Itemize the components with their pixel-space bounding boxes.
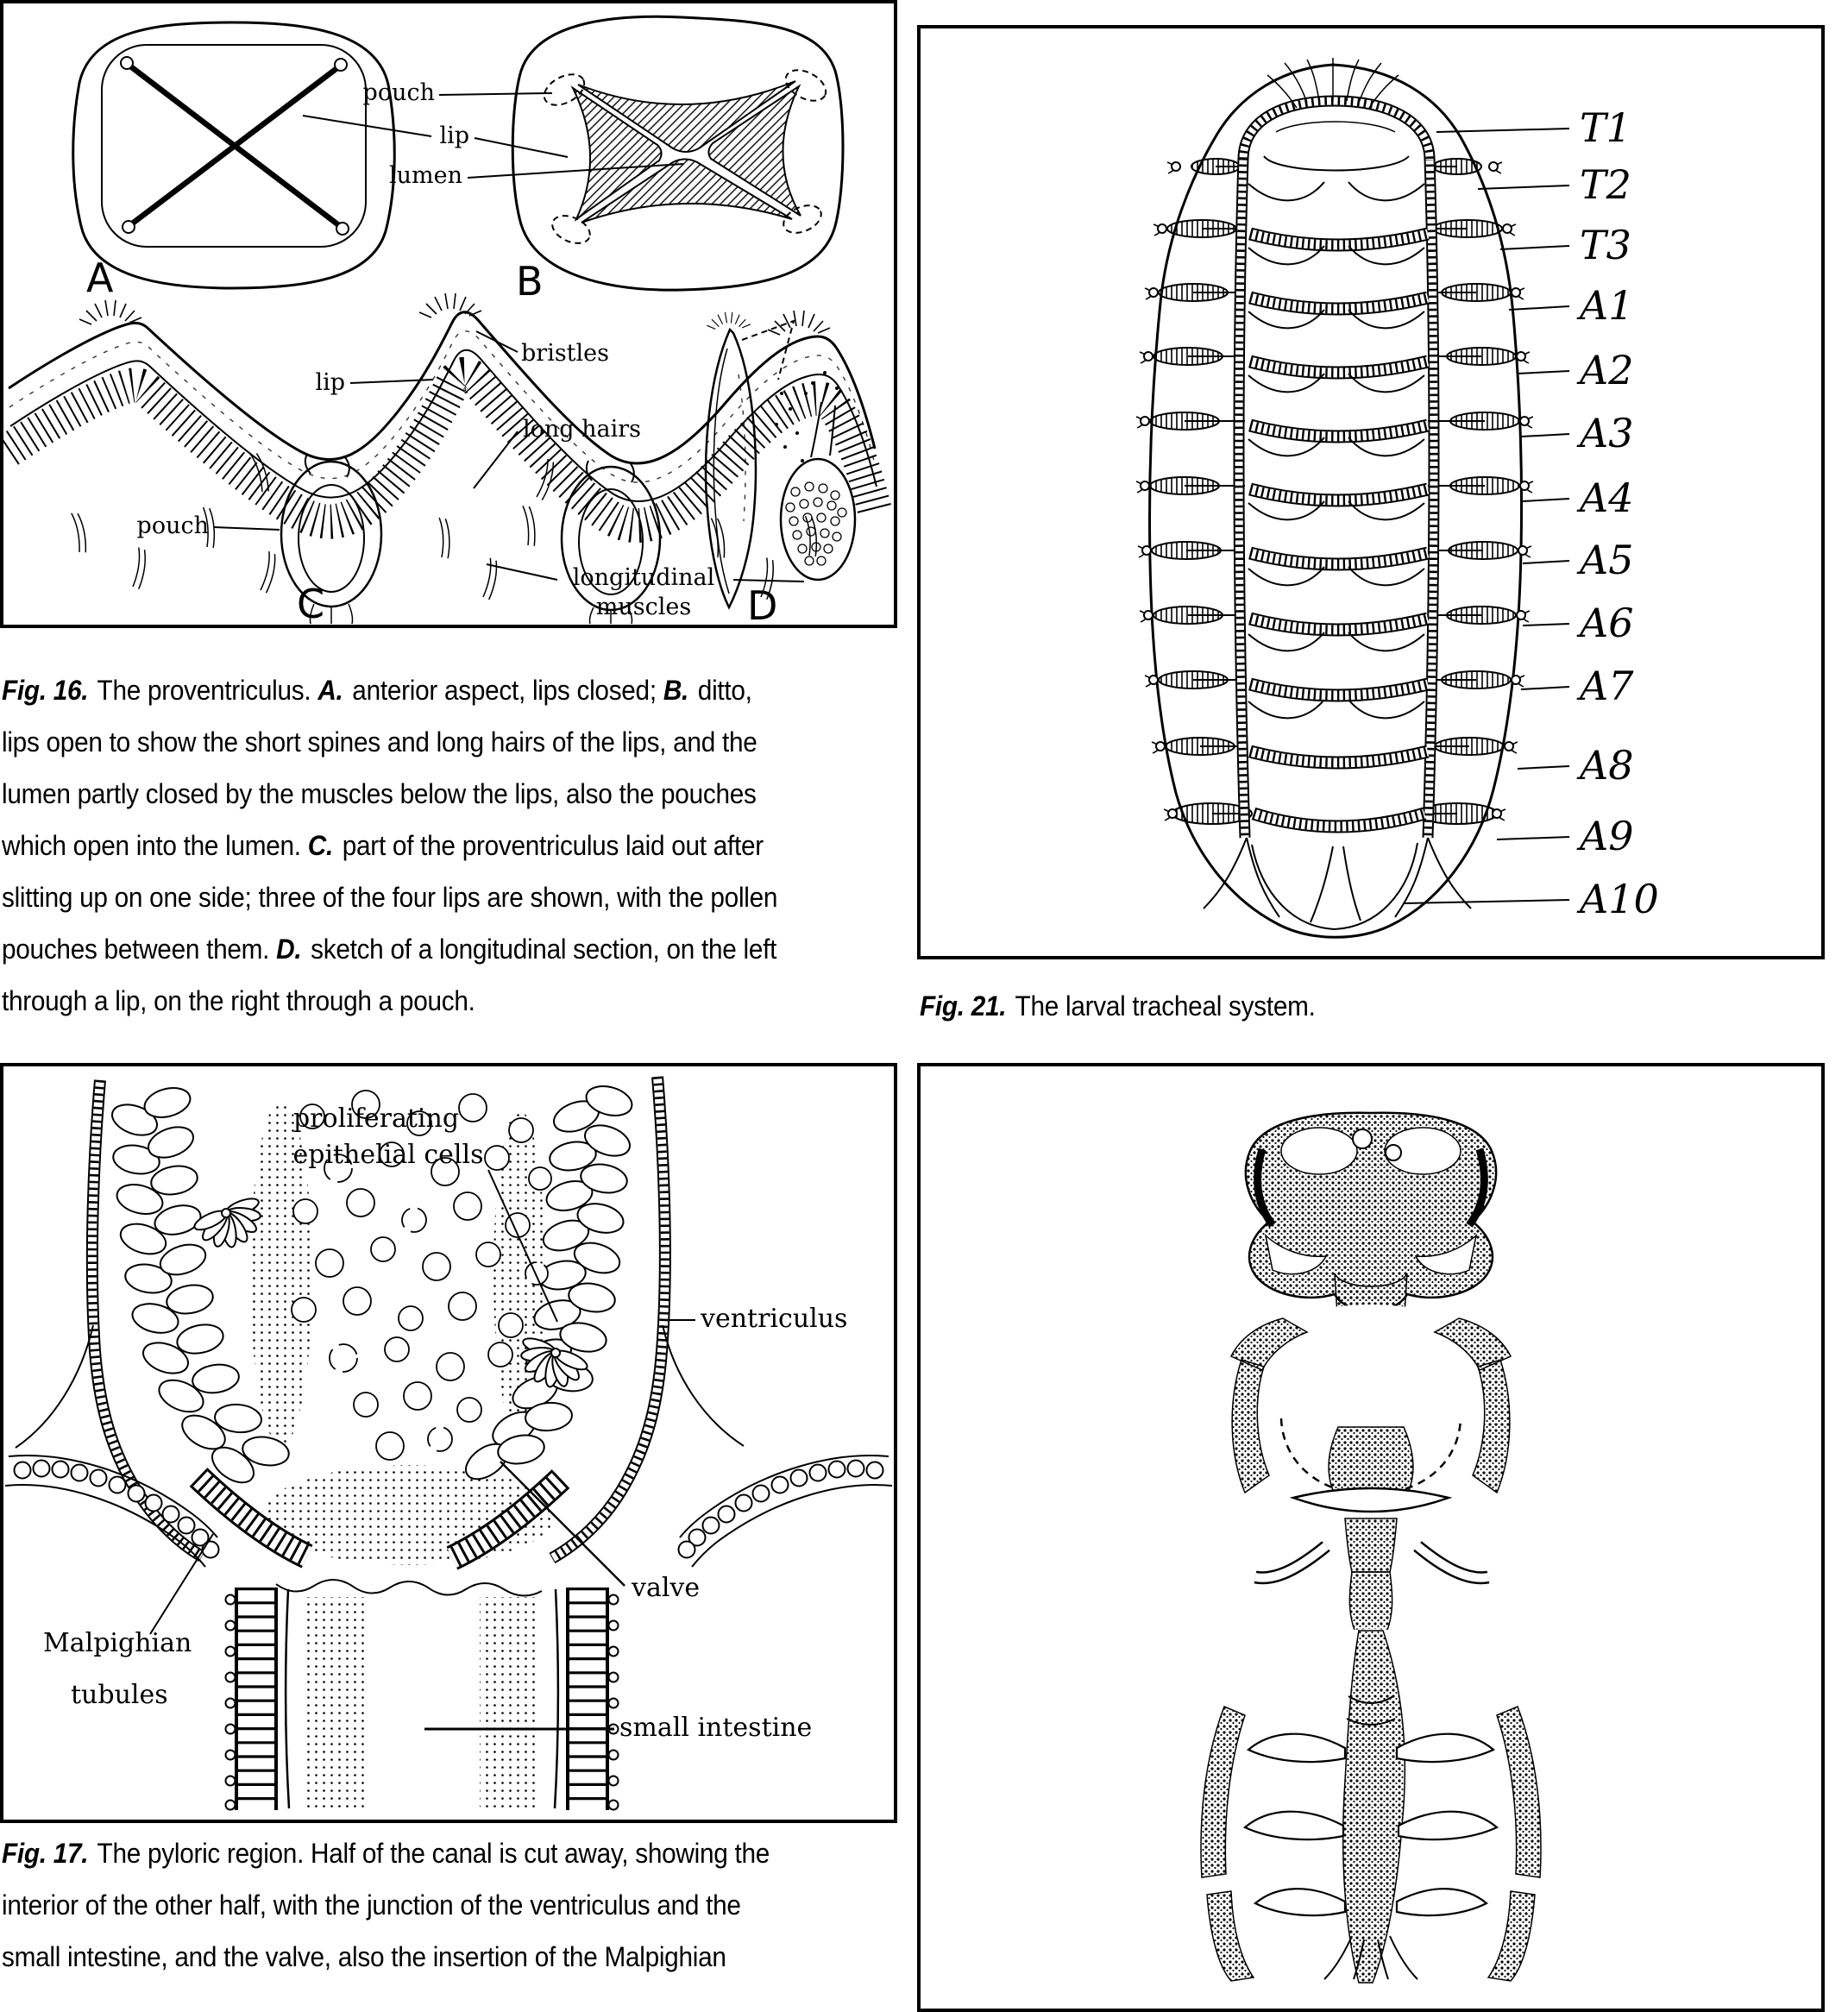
panel-letter-a: A bbox=[86, 255, 114, 301]
label-pouch-ab: pouch bbox=[362, 79, 435, 106]
caption-line: Fig. 21. The larval tracheal system. bbox=[920, 990, 1316, 1022]
caption-fig21 bbox=[920, 980, 1834, 1032]
label-a9: A9 bbox=[1580, 813, 1634, 859]
epithelium-cells-right bbox=[460, 1082, 636, 1487]
stipple-intestine-left bbox=[307, 1597, 364, 1808]
segment-labels bbox=[1576, 104, 1659, 922]
small-intestine-canal bbox=[226, 1580, 619, 1810]
panel-a-lips-closed bbox=[73, 22, 395, 288]
tracheal-trunks bbox=[1239, 101, 1434, 838]
caption-line: lumen partly closed by the muscles below the lips, also the pouches bbox=[2, 778, 757, 809]
label-epithelial-cells: epithelial cells bbox=[292, 1140, 484, 1170]
label-muscles: muscles bbox=[595, 594, 692, 620]
panel-letter-b: B bbox=[516, 258, 544, 305]
caption-line: interior of the other half, with the junction of the ventriculus and the bbox=[2, 1889, 741, 1921]
label-a5: A5 bbox=[1580, 537, 1634, 583]
label-long-hairs: long hairs bbox=[523, 416, 642, 443]
label-malpighian: Malpighian bbox=[43, 1628, 192, 1658]
caption-fig16 bbox=[2, 664, 968, 1027]
caption-line: Fig. 16. The proventriculus. A. anterior aspect, lips closed; B. ditto, bbox=[2, 675, 752, 706]
tail-tracheae bbox=[1204, 838, 1471, 929]
panel-c-slit-open bbox=[9, 293, 877, 624]
cell-rosette-left bbox=[192, 1195, 261, 1248]
label-valve: valve bbox=[632, 1573, 701, 1603]
label-t1: T1 bbox=[1580, 104, 1631, 151]
label-a8: A8 bbox=[1580, 742, 1634, 789]
panel-letter-c: C bbox=[297, 581, 325, 625]
figure-panel-proventriculus bbox=[0, 0, 897, 628]
label-small-intestine: small intestine bbox=[619, 1713, 813, 1743]
label-a1: A1 bbox=[1580, 282, 1634, 329]
panel-d-longitudinal-section bbox=[706, 312, 855, 607]
caption-line: small intestine, and the valve, also the insertion of the Malpighian bbox=[2, 1941, 726, 1972]
proventriculus-drawing bbox=[3, 3, 894, 625]
ocellus-left bbox=[1353, 1129, 1372, 1148]
label-lumen: lumen bbox=[389, 162, 462, 189]
label-a4: A4 bbox=[1580, 475, 1634, 521]
segmental-commissures bbox=[1248, 182, 1428, 827]
figure-panel-larval-tracheal-system bbox=[917, 25, 1825, 959]
figure-panel-pyloric-region bbox=[0, 1063, 897, 1823]
label-t2: T2 bbox=[1580, 161, 1631, 208]
caption-line: pouches between them. D. sketch of a longitudinal section, on the left bbox=[2, 934, 777, 965]
caption-line: slitting up on one side; three of the four lips are shown, with the pollen bbox=[2, 882, 778, 913]
malpighian-tubule-right bbox=[679, 1456, 893, 1567]
abdomen bbox=[1181, 1629, 1561, 1983]
caption-line: lips open to show the short spines and long hairs of the lips, and the bbox=[2, 726, 757, 758]
label-ventriculus: ventriculus bbox=[701, 1304, 848, 1334]
spiracle-spindles bbox=[1141, 159, 1529, 824]
label-a3: A3 bbox=[1580, 410, 1634, 456]
label-longitudinal: longitudinal bbox=[572, 564, 715, 591]
panel-b-lips-open bbox=[512, 16, 843, 290]
label-proliferating: proliferating bbox=[292, 1103, 460, 1134]
larval-tracheal-drawing bbox=[921, 28, 1821, 956]
label-a10: A10 bbox=[1580, 876, 1659, 922]
panel-letter-d: D bbox=[747, 582, 778, 625]
label-tubules: tubules bbox=[71, 1680, 168, 1710]
label-bristles: bristles bbox=[521, 340, 610, 367]
label-a2: A2 bbox=[1580, 347, 1634, 393]
label-a7: A7 bbox=[1580, 663, 1634, 709]
ocellus-right bbox=[1386, 1145, 1401, 1160]
fig17-labels bbox=[43, 1103, 847, 1743]
thorax bbox=[1220, 1305, 1521, 1578]
pyloric-region-drawing bbox=[3, 1066, 894, 1820]
caption-fig17 bbox=[2, 1827, 968, 1983]
caption-line: which open into the lumen. C. part of the proventriculus laid out after bbox=[2, 830, 764, 861]
label-lip-c: lip bbox=[315, 369, 345, 396]
closed-lips-cross bbox=[129, 66, 340, 226]
caption-line: through a lip, on the right through a pouch. bbox=[2, 985, 475, 1016]
petiole bbox=[1349, 1572, 1392, 1632]
label-pouch-c: pouch bbox=[136, 512, 209, 539]
adult-anatomy-drawing bbox=[921, 1066, 1821, 2009]
label-lip-ab: lip bbox=[439, 123, 469, 149]
caption-line: Fig. 17. The pyloric region. Half of the canal is cut away, showing the bbox=[2, 1838, 770, 1869]
label-t3: T3 bbox=[1580, 222, 1631, 268]
label-a6: A6 bbox=[1580, 600, 1634, 646]
stipple-intestine-right bbox=[480, 1597, 537, 1808]
figure-panel-adult-anatomy bbox=[917, 1063, 1825, 2012]
head-tracheae bbox=[1267, 58, 1399, 108]
